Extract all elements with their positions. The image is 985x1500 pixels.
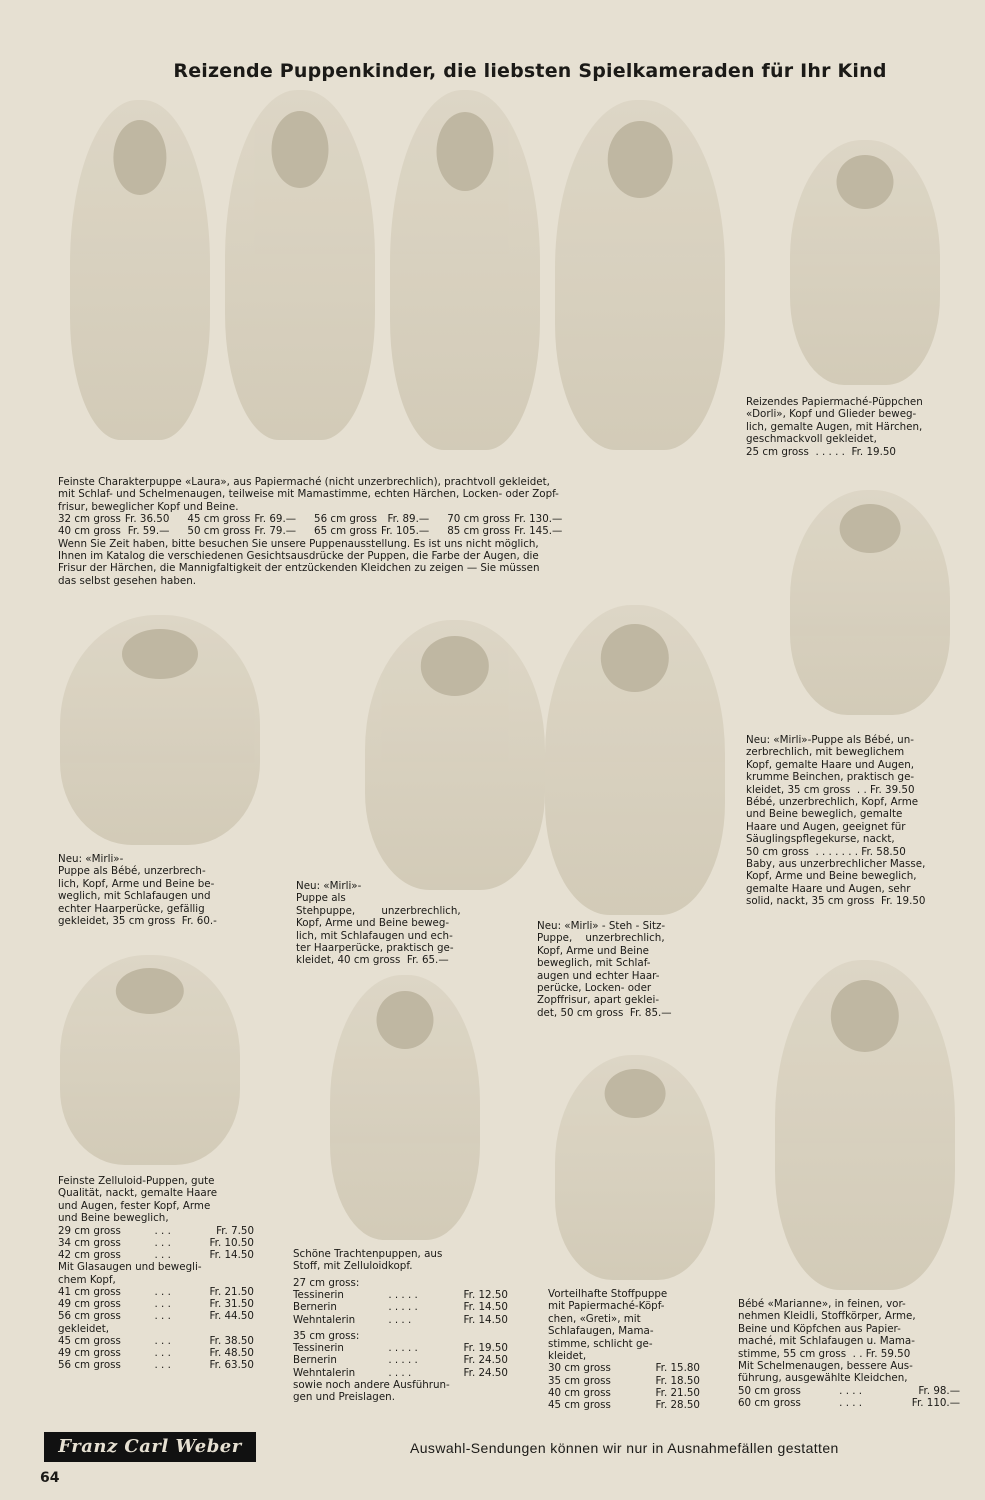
product-description-line: krumme Beinchen, praktisch ge- [746,771,915,784]
size-cell: 49 cm gross [58,1298,121,1311]
product-description-line: Kopf, Arme und Beine beweg- [296,917,450,930]
price-cell: Fr. 79.— [254,525,297,538]
table-row [58,1359,254,1371]
size-cell: 45 cm gross [58,1335,121,1348]
table-row [548,1362,700,1374]
size-cell: 32 cm gross [58,513,121,526]
product-description-line: Feinste Zelluloid-Puppen, gute [58,1175,215,1187]
page-title: Reizende Puppenkinder, die liebsten Spielkameraden für Ihr Kind [173,60,887,82]
doll-illustration-zelluloid [60,955,240,1165]
product-description-line: und Beine beweglich, [58,1212,169,1225]
price-cell: Fr. 24.50 [463,1354,508,1367]
table-row [58,1286,254,1298]
brand-logo: Franz Carl Weber [44,1432,256,1462]
product-description-line: Puppe, unzerbrechlich, [537,932,665,945]
product-description-line: echter Haarperücke, gefällig [58,902,205,915]
product-description-line: «Dorli», Kopf und Glieder beweg- [746,408,917,421]
leader-dots: . . . [154,1347,171,1360]
leader-dots: . . . [154,1286,171,1299]
doll-illustration-tracht [330,975,480,1240]
product-price-line: gekleidet, 35 cm gross Fr. 60.- [58,915,217,928]
size-cell: 41 cm gross [58,1286,121,1299]
table-row [738,1397,960,1409]
product-description-line: Stoff, mit Zelluloidkopf. [293,1260,413,1273]
size-cell: 29 cm gross [58,1224,121,1237]
page-number: 64 [40,1470,60,1486]
product-description-line: Neu: «Mirli»-Puppe als Bébé, un- [746,734,914,746]
product-description-line: und Beine beweglich, gemalte [746,808,903,821]
price-cell: Fr. 14.50 [463,1313,508,1326]
size-cell: 45 cm gross [548,1399,611,1412]
product-description-line: mit Schlaf- und Schelmenaugen, teilweise mit Mamastimme, echten Härchen, Locken- oder Zopf- [58,488,559,501]
product-description-line: Neu: «Mirli»- [296,880,362,892]
price-cell: Fr. 89.— [387,513,430,526]
size-cell: 40 cm gross [548,1386,611,1399]
price-table-greti [548,1362,700,1411]
doll-illustration-greti [555,1055,715,1280]
price-cell: Fr. 15.80 [655,1362,700,1375]
doll-illustration-laura-2 [225,90,375,440]
product-price-line: stimme, 55 cm gross . . Fr. 59.50 [738,1347,911,1360]
size-cell: 70 cm gross [447,513,511,526]
price-table-laura [58,513,562,537]
product-price-line: kleidet, 35 cm gross . . Fr. 39.50 [746,783,915,796]
size-cell: 50 cm gross [187,525,251,538]
price-table-marianne [738,1385,960,1409]
size-cell: 56 cm gross [58,1359,121,1372]
product-description-line: ter Haarperücke, praktisch ge- [296,942,454,955]
table-row [738,1385,960,1397]
table-row [58,1335,254,1347]
leader-dots: . . . . . [388,1301,418,1314]
table-row [548,1399,700,1411]
doll-illustration-mirli-baby-right [790,490,950,715]
product-description-line: stimme, schlicht ge- [548,1337,653,1350]
leader-dots: . . . . . [388,1289,418,1302]
product-description-line: Neu: «Mirli» - Steh - Sitz- [537,920,666,932]
table-row [58,1249,254,1261]
size-cell: 35 cm gross [548,1374,611,1387]
product-description-line: sowie noch andere Ausführun- [293,1378,450,1391]
leader-dots: . . . . [839,1384,863,1397]
price-cell: Fr. 145.— [514,525,563,538]
leader-dots: . . . [154,1335,171,1348]
price-cell: Fr. 18.50 [655,1374,700,1387]
table-row [58,513,562,525]
product-description-line: Bébé, unzerbrechlich, Kopf, Arme [746,796,919,809]
leader-dots: . . . . [388,1366,412,1379]
product-description-line: mit Papiermaché-Köpf- [548,1300,665,1313]
leader-dots: . . . . . [388,1342,418,1355]
price-cell: Fr. 48.50 [209,1347,254,1360]
price-cell: Fr. 12.50 [463,1289,508,1302]
leader-dots: . . . [154,1310,171,1323]
price-cell: Fr. 21.50 [655,1386,700,1399]
product-price-line: det, 50 cm gross Fr. 85.— [537,1006,672,1019]
table-row [58,1298,254,1310]
size-heading: 35 cm gross: [293,1329,360,1342]
variant-cell: Tessinerin [293,1342,344,1355]
doll-illustration-mirli-steh [365,620,545,890]
product-mirli-sitz [537,920,717,1019]
table-row [548,1387,700,1399]
product-description-line: Kopf, gemalte Haare und Augen, [746,758,915,771]
price-table-zelluloid-c [58,1335,254,1372]
product-price-line: 50 cm gross . . . . . . . Fr. 58.50 [746,845,906,858]
size-cell: 85 cm gross [447,525,511,538]
leader-dots: . . . [154,1224,171,1237]
product-dorli [746,396,976,458]
leader-dots: . . . [154,1249,171,1262]
table-row [293,1289,508,1301]
table-row [293,1342,508,1354]
product-description-line: Kopf, Arme und Beine beweglich, [746,870,917,883]
product-description-line: frisur, beweglicher Kopf und Beine. [58,500,239,513]
product-description-line: zerbrechlich, mit beweglichem [746,746,905,759]
leader-dots: . . . . [839,1397,863,1410]
size-cell: 34 cm gross [58,1236,121,1249]
size-cell: 40 cm gross [58,525,121,538]
product-price-line: 25 cm gross . . . . . Fr. 19.50 [746,445,896,458]
product-mirli-steh [296,880,506,967]
price-cell: Fr. 110.— [911,1397,960,1410]
price-cell: Fr. 105.— [380,525,430,538]
leader-dots: . . . [154,1359,171,1372]
doll-illustration-mirli-sitz [545,605,725,915]
price-cell: Fr. 14.50 [463,1301,508,1314]
table-row [293,1301,508,1313]
product-description-line: Baby, aus unzerbrechlicher Masse, [746,858,926,871]
product-description-line: perücke, Locken- oder [537,982,652,995]
table-row [58,1225,254,1237]
price-cell: Fr. 7.50 [216,1224,254,1237]
table-row [548,1375,700,1387]
product-description-line: chen, «Greti», mit [548,1312,641,1325]
price-cell: Fr. 98.— [918,1384,960,1397]
product-description-line: Haare und Augen, geeignet für [746,820,906,833]
product-description-line: Schöne Trachtenpuppen, aus [293,1248,443,1260]
price-table-zelluloid-a [58,1225,254,1262]
variant-cell: Wehntalerin [293,1366,356,1379]
product-description-line: Feinste Charakterpuppe «Laura», aus Papiermaché (nicht unzerbrechlich), prachtvoll gekleidet, [58,476,550,488]
exhibition-note-line: das selbst gesehen haben. [58,574,196,587]
table-row [58,525,562,537]
price-cell: Fr. 14.50 [209,1249,254,1262]
doll-illustration-marianne [775,960,955,1290]
price-table-tracht-35 [293,1342,508,1379]
product-description-line: lich, Kopf, Arme und Beine be- [58,877,215,890]
product-greti [548,1288,708,1411]
product-description-line: augen und echter Haar- [537,969,660,982]
product-description-line: Reizendes Papiermaché-Püppchen [746,396,923,408]
doll-illustration-laura-1 [70,100,210,440]
size-cell: 60 cm gross [738,1397,801,1410]
size-cell: 49 cm gross [58,1347,121,1360]
product-description-line: und Augen, fester Kopf, Arme [58,1199,211,1212]
size-cell: 30 cm gross [548,1362,611,1375]
price-cell: Fr. 59.— [127,525,170,538]
price-cell: Fr. 21.50 [209,1286,254,1299]
product-price-line: kleidet, 40 cm gross Fr. 65.— [296,954,449,967]
size-cell: 56 cm gross [58,1310,121,1323]
variant-cell: Bernerin [293,1354,337,1367]
product-description-line: maché, mit Schlafaugen u. Mama- [738,1335,915,1348]
product-description-line: chem Kopf, [58,1273,116,1286]
leader-dots: . . . [154,1236,171,1249]
price-table-zelluloid-b [58,1286,254,1323]
price-cell: Fr. 31.50 [209,1298,254,1311]
product-description-line: gen und Preislagen. [293,1391,395,1404]
table-row [293,1354,508,1366]
product-description-line: Schlafaugen, Mama- [548,1325,654,1338]
price-cell: Fr. 28.50 [655,1399,700,1412]
product-description-line: beweglich, mit Schlaf- [537,957,651,970]
product-description-line: Beine und Köpfchen aus Papier- [738,1322,901,1335]
product-description-line: lich, gemalte Augen, mit Härchen, [746,420,923,433]
product-mirli-baby-left [58,853,268,927]
product-description-line: kleidet, [548,1350,587,1363]
doll-illustration-dorli [790,140,940,385]
size-cell: 42 cm gross [58,1249,121,1262]
leader-dots: . . . . . [388,1354,418,1367]
product-mirli-baby-right [746,734,976,908]
table-row [293,1314,508,1326]
product-description-line: geschmackvoll gekleidet, [746,433,877,446]
leader-dots: . . . . [388,1313,412,1326]
price-cell: Fr. 44.50 [209,1310,254,1323]
price-cell: Fr. 130.— [514,513,563,526]
product-description-line: lich, mit Schlafaugen und ech- [296,929,453,942]
doll-illustration-laura-3 [390,90,540,450]
table-row [58,1237,254,1249]
product-description-line: Säuglingspflegekurse, nackt, [746,833,895,846]
product-description-line: Puppe als [296,892,346,905]
product-description-line: gekleidet, [58,1322,110,1335]
variant-cell: Tessinerin [293,1289,344,1302]
product-description-line: Qualität, nackt, gemalte Haare [58,1187,218,1200]
product-description-line: führung, ausgewählte Kleidchen, [738,1372,908,1385]
exhibition-note-line: Ihnen im Katalog die verschiedenen Gesichtsausdrücke der Puppen, die Farbe der Augen, die [58,550,539,563]
variant-cell: Wehntalerin [293,1313,356,1326]
price-cell: Fr. 36.50 [124,513,170,526]
size-cell: 45 cm gross [187,513,251,526]
size-cell: 65 cm gross [314,525,377,538]
price-cell: Fr. 69.— [254,513,297,526]
product-description-line: Vorteilhafte Stoffpuppe [548,1288,668,1300]
size-cell: 50 cm gross [738,1384,801,1397]
price-cell: Fr. 63.50 [209,1359,254,1372]
size-heading: 27 cm gross: [293,1276,360,1289]
product-description-line: Zopffrisur, apart geklei- [537,994,660,1007]
doll-illustration-mirli-baby-left [60,615,260,845]
price-table-tracht-27 [293,1289,508,1326]
footer-note: Auswahl-Sendungen können wir nur in Ausnahmefällen gestatten [410,1440,839,1456]
product-marianne [738,1298,970,1409]
product-description-line: gemalte Haare und Augen, sehr [746,882,911,895]
leader-dots: . . . [154,1298,171,1311]
product-description-line: nehmen Kleidli, Stoffkörper, Arme, [738,1310,916,1323]
price-cell: Fr. 19.50 [463,1342,508,1355]
table-row [58,1347,254,1359]
product-zelluloid [58,1175,268,1372]
size-cell: 56 cm gross [314,513,377,526]
table-row [58,1310,254,1322]
product-description-line: Mit Schelmenaugen, bessere Aus- [738,1360,913,1373]
price-cell: Fr. 10.50 [209,1236,254,1249]
doll-illustration-laura-4 [555,100,725,450]
table-row [293,1367,508,1379]
product-description-line: Stehpuppe, unzerbrechlich, [296,904,461,917]
product-description-line: Kopf, Arme und Beine [537,944,649,957]
product-tracht [293,1248,513,1404]
product-price-line: solid, nackt, 35 cm gross Fr. 19.50 [746,895,926,908]
product-laura [58,476,718,587]
product-description-line: Mit Glasaugen und bewegli- [58,1261,202,1274]
exhibition-note-line: Frisur der Härchen, die Mannigfaltigkeit der entzückenden Kleidchen zu zeigen — Sie müssen [58,562,540,575]
product-description-line: Bébé «Marianne», in feinen, vor- [738,1298,906,1310]
price-cell: Fr. 24.50 [463,1366,508,1379]
price-cell: Fr. 38.50 [209,1335,254,1348]
product-description-line: Puppe als Bébé, unzerbrech- [58,865,206,878]
variant-cell: Bernerin [293,1301,337,1314]
exhibition-note-line: Wenn Sie Zeit haben, bitte besuchen Sie unsere Puppenausstellung. Es ist uns nicht möglich, [58,537,539,550]
product-description-line: Neu: «Mirli»- [58,853,124,865]
product-description-line: weglich, mit Schlafaugen und [58,890,211,903]
